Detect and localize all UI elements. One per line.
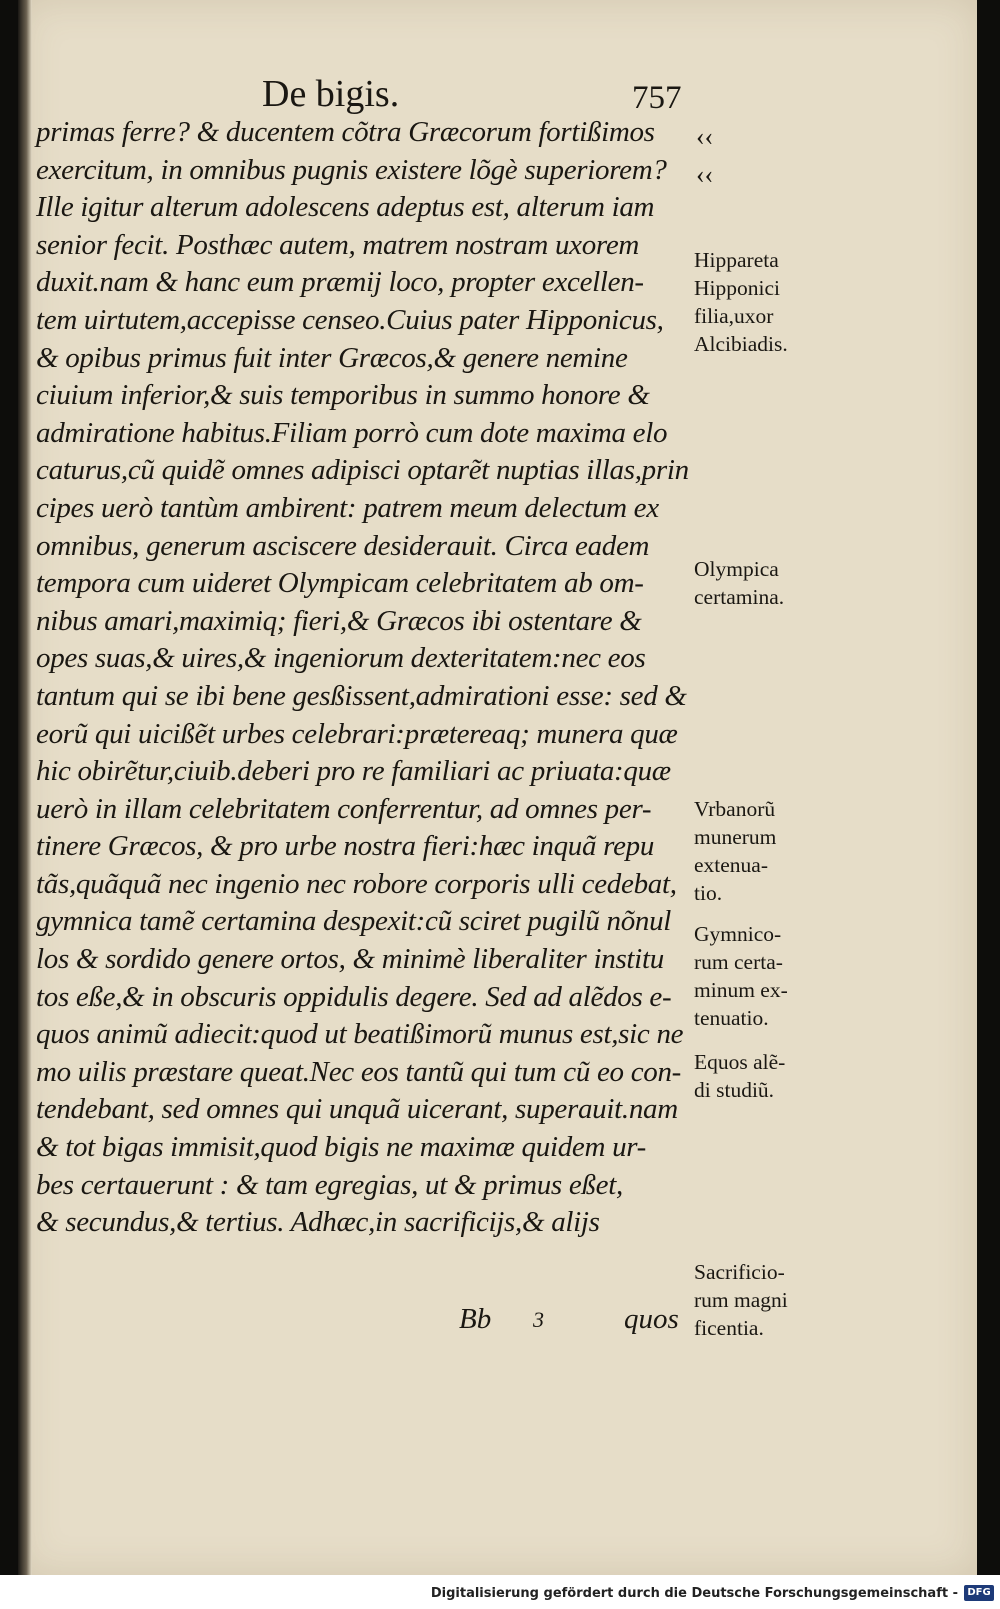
margin-note xyxy=(694,1258,824,1342)
text-line: nibus amari,maximiq; fieri,& Græcos ibi ostentare & xyxy=(36,604,642,637)
text-line: senior fecit. Posthæc autem, matrem nostram uxorem xyxy=(36,228,640,261)
text-line: uerò in illam celebritatem conferrentur, ad omnes per- xyxy=(36,792,652,825)
signature-line xyxy=(36,1303,686,1343)
text-line: tãs,quãquã nec ingenio nec robore corporis ulli cedebat, xyxy=(36,867,677,900)
funding-credit: Digitalisierung gefördert durch die Deutsche Forschungsgemeinschaft - xyxy=(430,1586,958,1601)
text-line: hic obirẽtur,ciuib.deberi pro re familiari ac priuata:quæ xyxy=(36,755,671,788)
text-line: cipes uerò tantùm ambirent: patrem meum delectum ex xyxy=(36,491,659,524)
quote-mark: ‹‹ xyxy=(696,122,714,151)
text-line: mo uilis præstare queat.Nec eos tantũ qui tum cũ eo con- xyxy=(36,1055,682,1088)
running-head: De bigis. xyxy=(262,73,400,115)
margin-note-line: Hipponici xyxy=(694,276,780,300)
text-line: tempora cum uideret Olympicam celebritatem ab om- xyxy=(36,567,644,600)
catchword: quos xyxy=(624,1303,679,1335)
text-line: exercitum, in omnibus pugnis existere lõgè superiorem? xyxy=(36,153,667,186)
text-line: tem uirtutem,accepisse censeo.Cuius pater Hipponicus, xyxy=(36,303,664,336)
margin-note-line: ficentia. xyxy=(694,1316,764,1340)
margin-note-line: tio. xyxy=(694,881,723,905)
text-line: tinere Græcos, & pro urbe nostra fieri:hæc inquã repu xyxy=(36,830,655,863)
margin-note-line: certamina. xyxy=(694,585,785,609)
text-line: caturus,cũ quidẽ omnes adipisci optarẽt nuptias illas,prin xyxy=(36,454,689,487)
margin-note-line: di studiũ. xyxy=(694,1078,775,1102)
margin-note-line: rum magni xyxy=(694,1288,788,1312)
page-number: 757 xyxy=(632,80,682,116)
signature-number: 3 xyxy=(533,1307,544,1332)
text-line: & secundus,& tertius. Adhæc,in sacrificijs,& alijs xyxy=(36,1206,600,1239)
text-line: primas ferre? & ducentem cõtra Græcorum fortißimos xyxy=(36,116,655,148)
text-line: ciuium inferior,& suis temporibus in summo honore & xyxy=(36,379,650,412)
margin-note-line: minum ex- xyxy=(694,978,788,1002)
signature-mark: Bb xyxy=(459,1303,492,1335)
margin-note xyxy=(694,555,824,611)
dfg-logo: DFG xyxy=(964,1585,994,1601)
margin-note-line: Olympica xyxy=(694,557,779,581)
text-line: tos eße,& in obscuris oppidulis degere. Sed ad alẽdos e- xyxy=(36,980,672,1013)
margin-note-line: Alcibiadis. xyxy=(694,332,788,356)
margin-note-line: Gymnico- xyxy=(694,922,782,946)
margin-note-line: Vrbanorũ xyxy=(694,797,776,821)
margin-note-line: Equos alẽ- xyxy=(694,1050,786,1074)
text-line: & tot bigas immisit,quod bigis ne maximæ quidem ur- xyxy=(36,1131,647,1164)
text-line: tantum qui se ibi bene gesßissent,admirationi esse: sed & xyxy=(36,679,687,712)
text-line: gymnica tamẽ certamina despexit:cũ sciret pugilũ nõnul xyxy=(36,905,672,938)
text-line: opes suas,& uires,& ingeniorum dexteritatem:nec eos xyxy=(36,642,646,675)
margin-note-line: extenua- xyxy=(694,853,769,877)
text-line: tendebant, sed omnes qui unquã uicerant, superauit.nam xyxy=(36,1093,678,1126)
text-line: los & sordido genere ortos, & minimè liberaliter institu xyxy=(36,943,664,976)
margin-note-line: rum certa- xyxy=(694,950,783,974)
margin-note xyxy=(694,920,824,1032)
margin-note-line: Hippareta xyxy=(694,248,779,272)
margin-note xyxy=(694,246,824,358)
body-text xyxy=(36,114,689,1242)
margin-note-line: tenuatio. xyxy=(694,1006,769,1030)
text-line: eorũ qui uicißẽt urbes celebrari:prætereaq; munera quæ xyxy=(36,717,678,750)
footer-strip xyxy=(0,1575,1000,1609)
quote-mark: ‹‹ xyxy=(696,160,714,189)
margin-note-line: munerum xyxy=(694,825,777,849)
text-line: bes certauerunt : & tam egregias, ut & primus eßet, xyxy=(36,1168,623,1201)
margin-note xyxy=(694,1048,824,1104)
text-line: Ille igitur alterum adolescens adeptus est, alterum iam xyxy=(36,191,655,224)
text-line: duxit.nam & hanc eum præmij loco, propter excellen- xyxy=(36,266,644,299)
page-binding-edge xyxy=(18,0,32,1575)
text-line: & opibus primus fuit inter Græcos,& genere nemine xyxy=(36,341,628,374)
margin-note-line: filia,uxor xyxy=(694,304,774,328)
text-line: admiratione habitus.Filiam porrò cum dote maxima elo xyxy=(36,416,668,449)
margin-note-line: Sacrificio- xyxy=(694,1260,785,1284)
text-line: omnibus, generum asciscere desiderauit. Circa eadem xyxy=(36,529,650,562)
text-line: quos animũ adiecit:quod ut beatißimorũ munus est,sic ne xyxy=(36,1018,684,1051)
margin-note xyxy=(694,795,824,907)
